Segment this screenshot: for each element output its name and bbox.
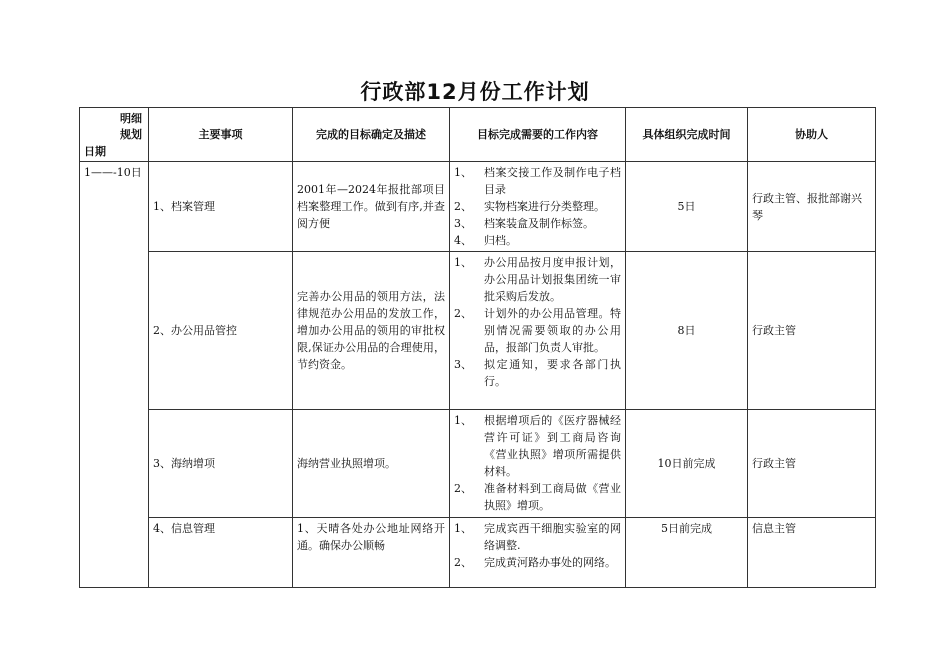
corner-label-date: 日期 (84, 145, 106, 158)
date-range-cell: 1——-10日 (80, 162, 149, 588)
list-item: 1、 根据增项后的《医疗器械经营许可证》到工商局咨询《营业执照》增项所需提供材料。 (454, 414, 621, 478)
list-item: 2、 实物档案进行分类整理。 (454, 200, 605, 213)
work-list (454, 254, 621, 390)
helper-cell: 行政主管 (748, 252, 876, 410)
work-list (454, 412, 621, 514)
work-list (454, 520, 621, 571)
corner-header-cell (80, 108, 149, 162)
work-plan-table (79, 107, 876, 588)
helper-cell: 信息主管 (748, 518, 876, 588)
list-item: 4、 归档。 (454, 234, 517, 247)
header-goal: 完成的目标确定及描述 (293, 108, 450, 162)
work-content-cell (450, 518, 626, 588)
table-row (80, 518, 876, 588)
completion-time-cell: 8日 (626, 252, 748, 410)
goal-cell: 1、天晴各处办公地址网络开通。确保办公顺畅 (293, 518, 450, 588)
completion-time-cell: 5日前完成 (626, 518, 748, 588)
item-cell: 3、海纳增项 (149, 410, 293, 518)
list-item: 2、 准备材料到工商局做《营业执照》增项。 (454, 482, 621, 512)
header-helper: 协助人 (748, 108, 876, 162)
item-cell: 1、档案管理 (149, 162, 293, 252)
completion-time-cell: 10日前完成 (626, 410, 748, 518)
completion-time-cell: 5日 (626, 162, 748, 252)
work-content-cell (450, 252, 626, 410)
page-title: 行政部12月份工作计划 (360, 80, 590, 104)
table-header-row (80, 108, 876, 162)
work-list (454, 164, 621, 249)
list-item: 1、 档案交接工作及制作电子档目录 (454, 166, 621, 196)
list-item: 2、 完成黄河路办事处的网络。 (454, 556, 616, 569)
item-cell: 2、办公用品管控 (149, 252, 293, 410)
header-work-content: 目标完成需要的工作内容 (450, 108, 626, 162)
list-item: 1、 办公用品按月度申报计划，办公用品计划报集团统一审批采购后发放。 (454, 256, 621, 303)
goal-cell: 海纳营业执照增项。 (293, 410, 450, 518)
header-completion-time: 具体组织完成时间 (626, 108, 748, 162)
corner-label-plan: 规划 (120, 128, 142, 141)
list-item: 3、 档案装盒及制作标签。 (454, 217, 594, 230)
goal-cell: 2001年—2024年报批部项目档案整理工作。做到有序,并查阅方便 (293, 162, 450, 252)
work-content-cell (450, 410, 626, 518)
work-content-cell (450, 162, 626, 252)
header-main-item: 主要事项 (149, 108, 293, 162)
list-item: 2、 计划外的办公用品管理。特别情况需要领取的办公用品，报部门负责人审批。 (454, 307, 621, 354)
helper-cell: 行政主管 (748, 410, 876, 518)
list-item: 3、 拟定通知，要求各部门执行。 (454, 358, 621, 388)
table-row (80, 162, 876, 252)
corner-label-detail: 明细 (120, 112, 142, 125)
table-row (80, 410, 876, 518)
table-row (80, 252, 876, 410)
goal-cell: 完善办公用品的领用方法，法律规范办公用品的发放工作，增加办公用品的领用的审批权限,保证办公用品的合理使用，节约资金。 (293, 252, 450, 410)
item-cell: 4、信息管理 (149, 518, 293, 588)
helper-cell: 行政主管、报批部谢兴琴 (748, 162, 876, 252)
list-item: 1、 完成宾西干细胞实验室的网络调整. (454, 522, 621, 552)
